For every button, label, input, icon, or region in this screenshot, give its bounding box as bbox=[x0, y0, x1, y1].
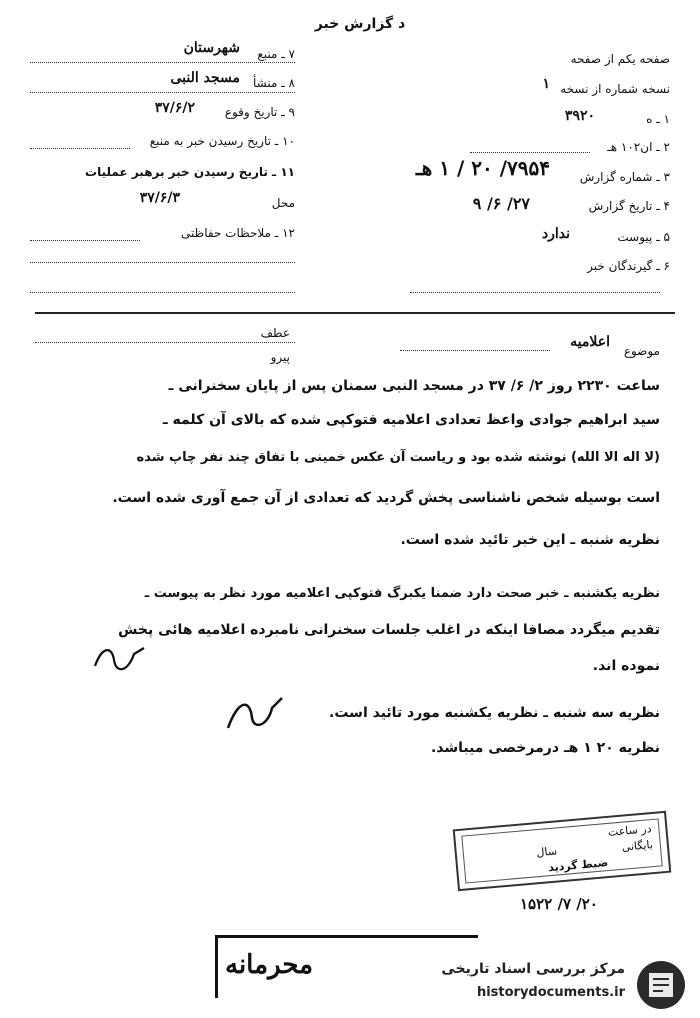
stamp-line: بایگانی bbox=[621, 838, 654, 854]
watermark bbox=[410, 955, 695, 1015]
signature-mark bbox=[90, 638, 150, 678]
stamp-line: سال bbox=[535, 844, 558, 860]
origin-value: مسجد النبی bbox=[170, 70, 240, 86]
copy-number-value: ۱ bbox=[542, 76, 550, 92]
attachment-label: ۵ ـ پیوست bbox=[617, 230, 670, 244]
watermark-url: historydocuments.ir bbox=[476, 985, 625, 1000]
stamp-line: در ساعت bbox=[607, 822, 652, 839]
origin-label: ۸ ـ منشأ bbox=[252, 76, 295, 90]
signature-mark bbox=[220, 690, 290, 740]
report-number-label: ۳ ـ شماره گزارش bbox=[579, 170, 670, 184]
body-line: نظریه شنبه ـ این خبر تائید شده است. bbox=[400, 532, 660, 548]
body-line: نظریه یکشنبه ـ خبر صحت دارد ضمنا یکبرگ فتوکپی اعلامیه مورد نظر به پیوست ـ bbox=[144, 586, 660, 601]
attachment-value: ندارد bbox=[541, 226, 570, 242]
header-divider bbox=[35, 312, 675, 314]
event-date-label: ۹ ـ تاریخ وقوع bbox=[224, 105, 295, 119]
classification-text: محرمانه bbox=[225, 950, 314, 980]
body-line: نموده اند. bbox=[592, 658, 660, 674]
field-1-label: ۱ ـ ه bbox=[646, 112, 670, 126]
date-stamp: ۲۰/ ۷/ ۱۵۲۲ bbox=[520, 895, 598, 913]
body-line: نظریه سه شنبه ـ نظریه یکشنبه مورد تائید است. bbox=[329, 705, 660, 721]
source-received-label: ۱۰ ـ تاریخ رسیدن خبر به منبع bbox=[149, 134, 295, 148]
archive-logo-icon bbox=[635, 959, 687, 1011]
location-label: محل bbox=[271, 196, 295, 210]
body-line: ساعت ۲۲۳۰ روز ۲/ ۶/ ۳۷ در مسجد النبی سمنان پس از پایان سخنرانی ـ bbox=[168, 378, 660, 394]
report-date-label: ۴ ـ تاریخ گزارش bbox=[588, 199, 670, 213]
body-line: سید ابراهیم جوادی واعظ تعدادی اعلامیه فتوکپی شده که بالای آن کلمه ـ bbox=[162, 412, 660, 428]
archive-stamp bbox=[453, 811, 672, 891]
report-number-value: ۷۹۵۴/ ۲۰ / ۱ هـ bbox=[415, 156, 550, 180]
subject-label: موضوع bbox=[623, 344, 660, 358]
follow-up-label: پیرو bbox=[270, 350, 290, 364]
report-date-value: ۲۷/ ۶/ ۹ bbox=[472, 194, 530, 213]
body-line: (لا اله الا الله) نوشته شده بود و ریاست آن عکس خمینی با تفاق چند نفر چاپ شده bbox=[136, 450, 660, 465]
subject-value: اعلامیه bbox=[570, 334, 610, 350]
field-2-label: ۲ ـ ان۱۰۲ هـ bbox=[607, 140, 670, 154]
ops-received-value: ۳۷/۶/۳ bbox=[139, 190, 180, 206]
ops-received-label: ۱۱ ـ تاریخ رسیدن خبر برهبر عملیات bbox=[85, 165, 295, 179]
security-notes-label: ۱۲ ـ ملاحظات حفاظتی bbox=[181, 226, 295, 240]
copy-number-label: نسخه شماره از نسخه bbox=[560, 82, 670, 96]
reference-label: عطف bbox=[260, 326, 290, 340]
source-label: ۷ ـ منبع bbox=[257, 47, 295, 61]
field-1-value: ۳۹۲۰ bbox=[564, 108, 595, 124]
source-value: شهرستان bbox=[183, 40, 240, 56]
watermark-name: مرکز بررسی اسناد تاریخی bbox=[441, 961, 625, 977]
body-line: نظریه ۲۰ ۱ هـ درمرخصی میباشد. bbox=[430, 740, 660, 756]
recipients-label: ۶ ـ گیرندگان خبر bbox=[587, 259, 670, 273]
stamp-line: ضبط گردید bbox=[547, 856, 609, 875]
form-title: د گزارش خبر bbox=[314, 16, 406, 32]
event-date-value: ۳۷/۶/۲ bbox=[154, 100, 195, 116]
body-line: تقدیم میگردد مصافا اینکه در اغلب جلسات سخنرانی نامبرده اعلامیه هائی پخش bbox=[118, 622, 660, 638]
body-line: است بوسیله شخص ناشناسی پخش گردید که تعدادی از آن جمع آوری شده است. bbox=[112, 490, 660, 506]
page-count-label: صفحه یکم از صفحه bbox=[570, 52, 670, 66]
